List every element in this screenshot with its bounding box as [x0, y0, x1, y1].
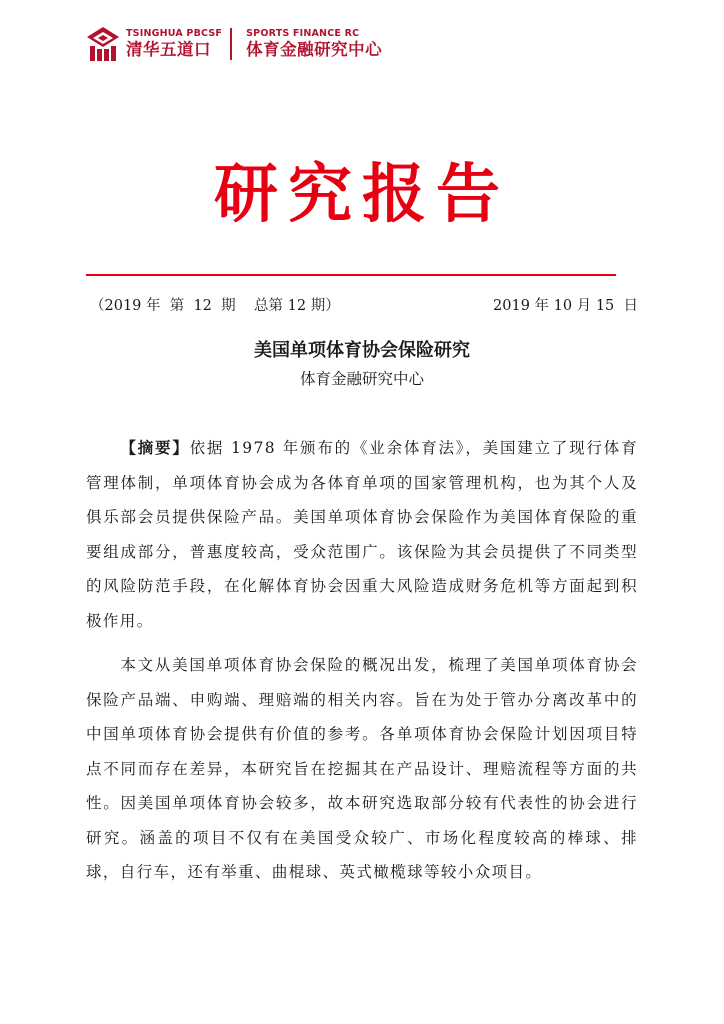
abstract-text: 依据 1978 年颁布的《业余体育法》，美国建立了现行体育管理体制，单项体育协会成为各体育单项的国家管理机构，也为其个人及俱乐部会员提供保险产品。美国单项体育协会保险作为美国体育保险的重要组成部分，普惠度较高，受众范围广。该保险为其会员提供了不同类型的风险防范手段，在化解体育协会因重大风险造成财务危机等方面起到积极作用。 [86, 439, 638, 630]
abstract-label: 【摘要】 [120, 438, 190, 457]
brand-block [126, 28, 222, 60]
issue-number: （2019 年 第 12 期 总第 12 期） [90, 298, 340, 314]
header [86, 24, 382, 64]
body-paragraph [86, 648, 638, 890]
center-en: SPORTS FINANCE RC [246, 28, 360, 39]
abstract-paragraph [86, 431, 638, 638]
center-block [246, 28, 382, 60]
brand-en: TSINGHUA PBCSF [126, 28, 223, 39]
document-org: 体育金融研究中心 [299, 370, 424, 388]
issue-row [90, 294, 638, 318]
brand-cn: 清华五道口 [126, 40, 211, 59]
title-rule [86, 274, 616, 276]
header-divider [230, 28, 232, 60]
center-cn: 体育金融研究中心 [246, 40, 383, 59]
body-paragraph-text: 本文从美国单项体育协会保险的概况出发，梳理了美国单项体育协会保险产品端、申购端、理赔端的相关内容。旨在为处于管办分离改革中的中国单项体育协会提供有价值的参考。各单项体育协会保险计划因项目特点不同而存在差异，本研究旨在挖掘其在产品设计、理赔流程等方面的共性。因美国单项体育协会较多，故本研究选取部分较有代表性的协会进行研究。涵盖的项目不仅有在美国受众较广、市场化程度较高的棒球、排球，自行车，还有举重、曲棍球、英式橄榄球等较小众项目。 [86, 656, 638, 881]
report-title: 研究报告 [214, 157, 510, 232]
document-title: 美国单项体育协会保险研究 [254, 340, 470, 361]
tsinghua-pbcsf-logo-icon [86, 26, 120, 62]
issue-date: 2019 年 10 月 15 日 [493, 298, 638, 314]
